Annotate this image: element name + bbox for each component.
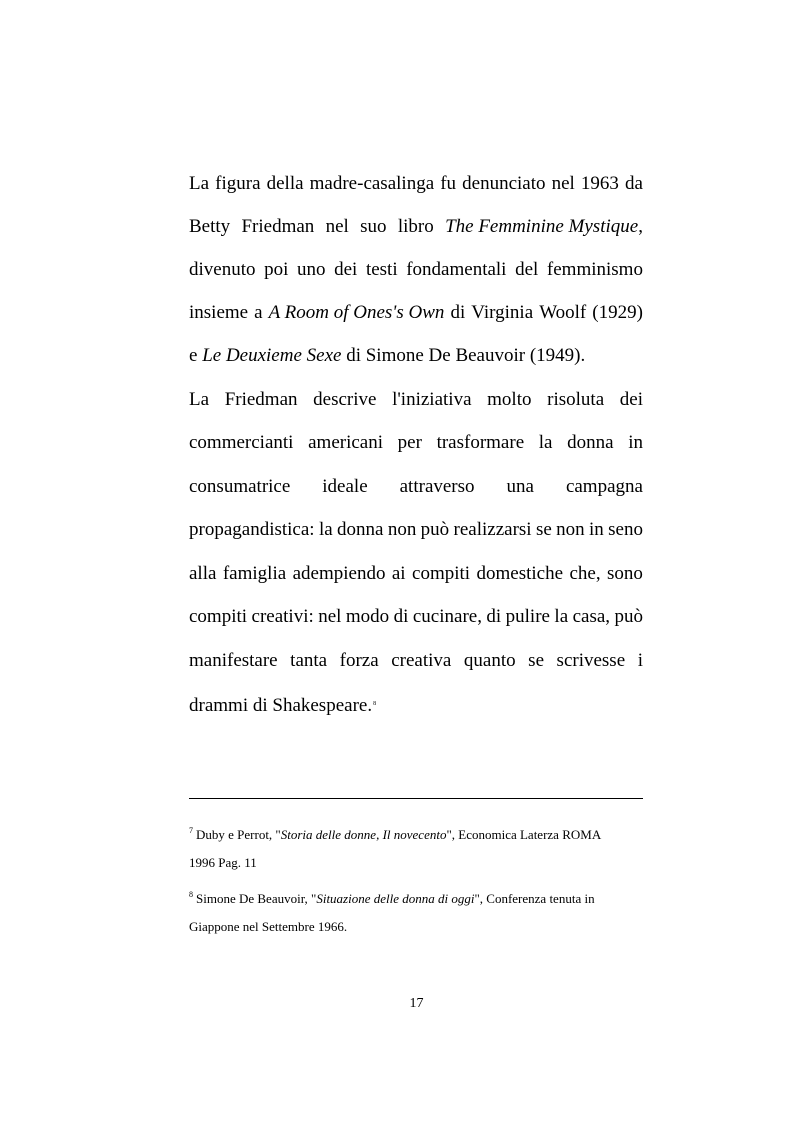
- body-line: alla famiglia adempiendo ai compiti domestiche che, sono: [189, 563, 643, 584]
- body-line: Betty Friedman nel suo libro The Femminine Mystique,: [189, 216, 643, 237]
- footnote-title: Storia delle donne, Il novecento: [280, 827, 447, 842]
- body-line: e Le Deuxieme Sexe di Simone De Beauvoir (1949).: [189, 345, 586, 366]
- book-title: The Femminine Mystique: [445, 216, 639, 237]
- footnote-separator: [189, 798, 643, 799]
- footnote-reference[interactable]: 8: [373, 701, 377, 707]
- body-line: manifestare tanta forza creativa quanto se scrivesse i: [189, 650, 643, 671]
- page-number: 17: [409, 996, 424, 1011]
- body-line: compiti creativi: nel modo di cucinare, di pulire la casa, può: [189, 606, 643, 627]
- footnote-continuation: Giappone nel Settembre 1966.: [189, 919, 348, 934]
- footnote-number: 8: [189, 890, 193, 899]
- body-line: drammi di Shakespeare.$^8$: [189, 695, 377, 716]
- body-line: propagandistica: la donna non può realizzarsi se non in seno: [189, 519, 643, 540]
- body-line: divenuto poi uno dei testi fondamentali del femminismo: [189, 259, 643, 280]
- body-line: commercianti americani per trasformare la donna in: [189, 432, 643, 453]
- book-title: Le Deuxieme Sexe: [202, 345, 342, 366]
- footnote-8: $^8$ Simone De Beauvoir, "Situazione delle donna di oggi", Conferenza tenuta in: [189, 890, 595, 906]
- body-line: La figura della madre-casalinga fu denunciato nel 1963 da: [189, 173, 643, 194]
- book-title: A Room of Ones's Own: [268, 302, 445, 323]
- footnote-continuation: 1996 Pag. 11: [189, 855, 257, 870]
- body-line: La Friedman descrive l'iniziativa molto risoluta dei: [189, 389, 643, 410]
- footnote-title: Situazione delle donna di oggi: [316, 891, 475, 906]
- footnote-number: 7: [189, 826, 193, 835]
- body-line: insieme a A Room of Ones's Own di Virginia Woolf (1929): [189, 302, 643, 323]
- body-line: consumatrice ideale attraverso una campagna: [189, 476, 643, 497]
- footnote-7: $^7$ Duby e Perrot, "Storia delle donne, Il novecento", Economica Laterza ROMA: [189, 826, 602, 842]
